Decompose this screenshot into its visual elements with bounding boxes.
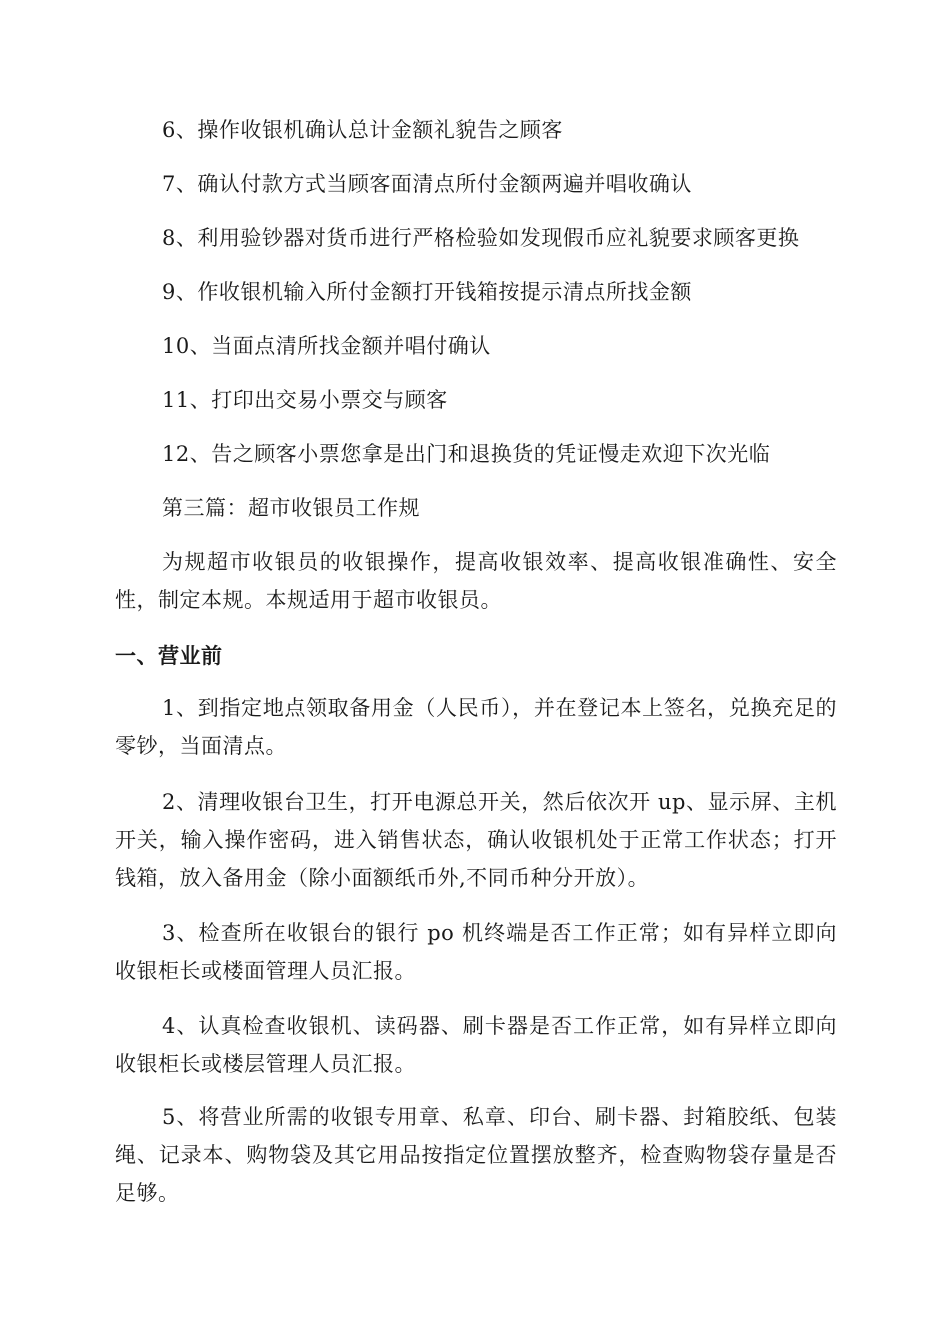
- step-6: 6、操作收银机确认总计金额礼貌告之顾客: [162, 118, 563, 142]
- step-10: 10、当面点清所找金额并唱付确认: [162, 334, 491, 358]
- step-7: 7、确认付款方式当顾客面清点所付金额两遍并唱收确认: [162, 172, 692, 196]
- item-1: 1、到指定地点领取备用金（人民币），并在登记本上签名，兑换充足的零钞，当面清点。: [115, 696, 837, 758]
- item-2: 2、清理收银台卫生，打开电源总开关，然后依次开 up、显示屏、主机开关，输入操作密码，进入销售状态，确认收银机处于正常工作状态；打开钱箱，放入备用金（除小面额纸币外,不同币种分开放）。: [115, 790, 837, 890]
- item-4: 4、认真检查收银机、读码器、刷卡器是否工作正常，如有异样立即向收银柜长或楼层管理人员汇报。: [115, 1014, 837, 1076]
- intro-paragraph: 为规超市收银员的收银操作，提高收银效率、提高收银准确性、安全性，制定本规。本规适用于超市收银员。: [115, 550, 837, 612]
- step-9: 9、作收银机输入所付金额打开钱箱按提示清点所找金额: [162, 280, 692, 304]
- item-5: 5、将营业所需的收银专用章、私章、印台、刷卡器、封箱胶纸、包装绳、记录本、购物袋及其它用品按指定位置摆放整齐，检查购物袋存量是否足够。: [115, 1105, 837, 1205]
- step-8: 8、利用验钞器对货币进行严格检验如发现假币应礼貌要求顾客更换: [162, 226, 800, 250]
- heading-before-business: 一、营业前: [115, 644, 223, 668]
- step-11: 11、打印出交易小票交与顾客: [162, 388, 448, 412]
- item-3: 3、检查所在收银台的银行 po 机终端是否工作正常；如有异样立即向收银柜长或楼面管理人员汇报。: [115, 921, 837, 983]
- section-title: 第三篇：超市收银员工作规: [162, 496, 420, 520]
- step-12: 12、告之顾客小票您拿是出门和退换货的凭证慢走欢迎下次光临: [162, 442, 771, 466]
